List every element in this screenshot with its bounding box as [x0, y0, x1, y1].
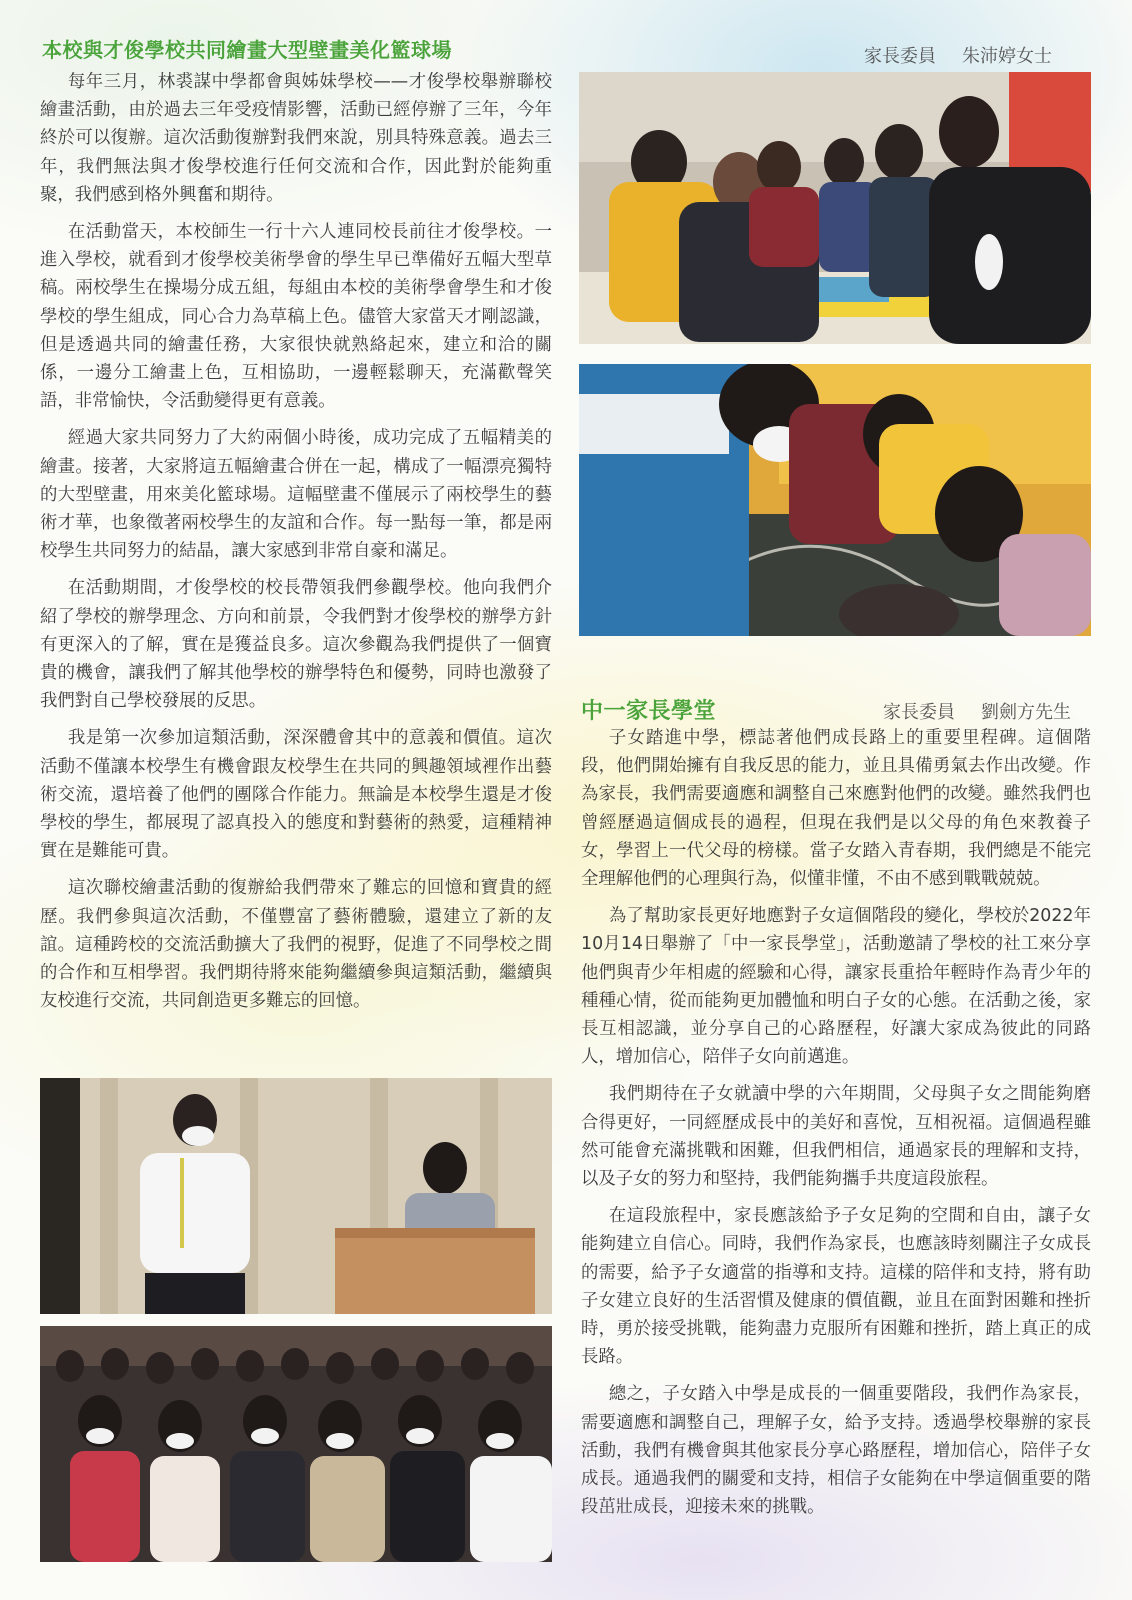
article1-paragraph: 這次聯校繪畫活動的復辦給我們帶來了難忘的回憶和寶貴的經歷。我們參與這次活動，不僅豐富了藝術體驗，還建立了新的友誼。這種跨校的交流活動擴大了我們的視野，促進了不同學校之間的合作和互相學習。我們期待將來能夠繼續參與這類活動，繼續與友校進行交流，共同創造更多難忘的回憶。 [40, 878, 552, 1012]
article2-title: 中一家長學堂 [581, 699, 717, 724]
article2-author-role: 家長委員 [883, 702, 955, 723]
painting-activity-photo-2 [579, 364, 1091, 636]
article1-body [40, 68, 552, 1025]
article2-paragraph: 在這段旅程中，家長應該給予子女足夠的空間和自由，讓子女能夠建立自信心。同時，我們作為家長，也應該時刻關注子女成長的需要，給予子女適當的指導和支持。這樣的陪伴和支持，將有助子女建立良好的生活習慣及健康的價值觀，並且在面對困難和挫折時，勇於接受挑戰，能夠盡力克服所有困難和挫折，踏上真正的成長路。 [581, 1206, 1091, 1368]
article1-paragraph: 經過大家共同努力了大約兩個小時後，成功完成了五幅精美的繪畫。接著，大家將這五幅繪畫合併在一起，構成了一幅漂亮獨特的大型壁畫，用來美化籃球場。這幅壁畫不僅展示了兩校學生的藝術才華，也象徵著兩校學生的友誼和合作。每一點每一筆，都是兩校學生共同努力的結晶，讓大家感到非常自豪和滿足。 [40, 428, 552, 562]
painting-activity-photo-1 [579, 72, 1091, 344]
article1-byline [864, 42, 1052, 68]
article2-paragraph: 總之，子女踏入中學是成長的一個重要階段，我們作為家長，需要適應和調整自己，理解子女，給予支持。透過學校舉辦的家長活動，我們有機會與其他家長分享心路歷程，增加信心，陪伴子女成長。通過我們的關愛和支持，相信子女能夠在中學這個重要的階段茁壯成長，迎接未來的挑戰。 [581, 1384, 1091, 1518]
article1-author-role: 家長委員 [864, 46, 936, 67]
article1-paragraph: 我是第一次參加這類活動，深深體會其中的意義和價值。這次活動不僅讓本校學生有機會跟友校學生在共同的興趣領域裡作出藝術交流，還培養了他們的團隊合作能力。無論是本校學生還是才俊學校的學生，都展現了認真投入的態度和對藝術的熱愛，這種精神實在是難能可貴。 [40, 728, 552, 862]
parent-seminar-audience-photo [40, 1326, 552, 1562]
article2-paragraph: 子女踏進中學，標誌著他們成長路上的重要里程碑。這個階段，他們開始擁有自我反思的能力，並且具備勇氣去作出改變。作為家長，我們需要適應和調整自己來應對他們的改變。雖然我們也曾經歷過這個成長的過程，但現在我們是以父母的角色來教養子女，學習上一代父母的榜樣。當子女踏入青春期，我們總是不能完全理解他們的心理與行為，似懂非懂，不由不感到戰戰兢兢。 [581, 728, 1091, 890]
article1-paragraph: 在活動當天，本校師生一行十六人連同校長前往才俊學校。一進入學校，就看到才俊學校美術學會的學生早已準備好五幅大型草稿。兩校學生在操場分成五組，每組由本校的美術學會學生和才俊學校的學生組成，同心合力為草稿上色。儘管大家當天才剛認識，但是透過共同的繪畫任務，大家很快就熟絡起來，建立和洽的關係，一邊分工繪畫上色，互相協助，一邊輕鬆聊天，充滿歡聲笑語，非常愉快，令活動變得更有意義。 [40, 222, 552, 412]
article2-body [581, 724, 1091, 1530]
article2-paragraph: 我們期待在子女就讀中學的六年期間，父母與子女之間能夠磨合得更好，一同經歷成長中的美好和喜悅，互相祝福。這個過程雖然可能會充滿挑戰和困難，但我們相信，通過家長的理解和支持，以及子女的努力和堅持，我們能夠攜手共度這段旅程。 [581, 1084, 1091, 1190]
article1-paragraph: 在活動期間，才俊學校的校長帶領我們參觀學校。他向我們介紹了學校的辦學理念、方向和前景，令我們對才俊學校的辦學方針有更深入的了解，實在是獲益良多。這次參觀為我們提供了一個寶貴的機會，讓我們了解其他學校的辦學特色和優勢，同時也激發了我們對自己學校發展的反思。 [40, 578, 552, 712]
article1-author-name: 朱沛婷女士 [962, 46, 1052, 67]
article1-title: 本校與才俊學校共同繪畫大型壁畫美化籃球場 [42, 38, 452, 62]
article1-paragraph: 每年三月，林裘謀中學都會與姊妹學校——才俊學校舉辦聯校繪畫活動，由於過去三年受疫情影響，活動已經停辦了三年，今年終於可以復辦。這次活動復辦對我們來說，別具特殊意義。過去三年，我們無法與才俊學校進行任何交流和合作，因此對於能夠重聚，我們感到格外興奮和期待。 [40, 72, 552, 205]
article2-author-name: 劉劍方先生 [981, 702, 1071, 723]
article2-paragraph: 為了幫助家長更好地應對子女這個階段的變化，學校於2022年10月14日舉辦了「中一家長學堂」，活動邀請了學校的社工來分享他們與青少年相處的經驗和心得，讓家長重拾年輕時作為青少年的種種心情，從而能夠更加體恤和明白子女的心態。在活動之後，家長互相認識，並分享自己的心路歷程，好讓大家成為彼此的同路人，增加信心，陪伴子女向前邁進。 [581, 906, 1091, 1068]
article2-byline [883, 698, 1071, 724]
parent-seminar-speaker-photo [40, 1078, 552, 1314]
